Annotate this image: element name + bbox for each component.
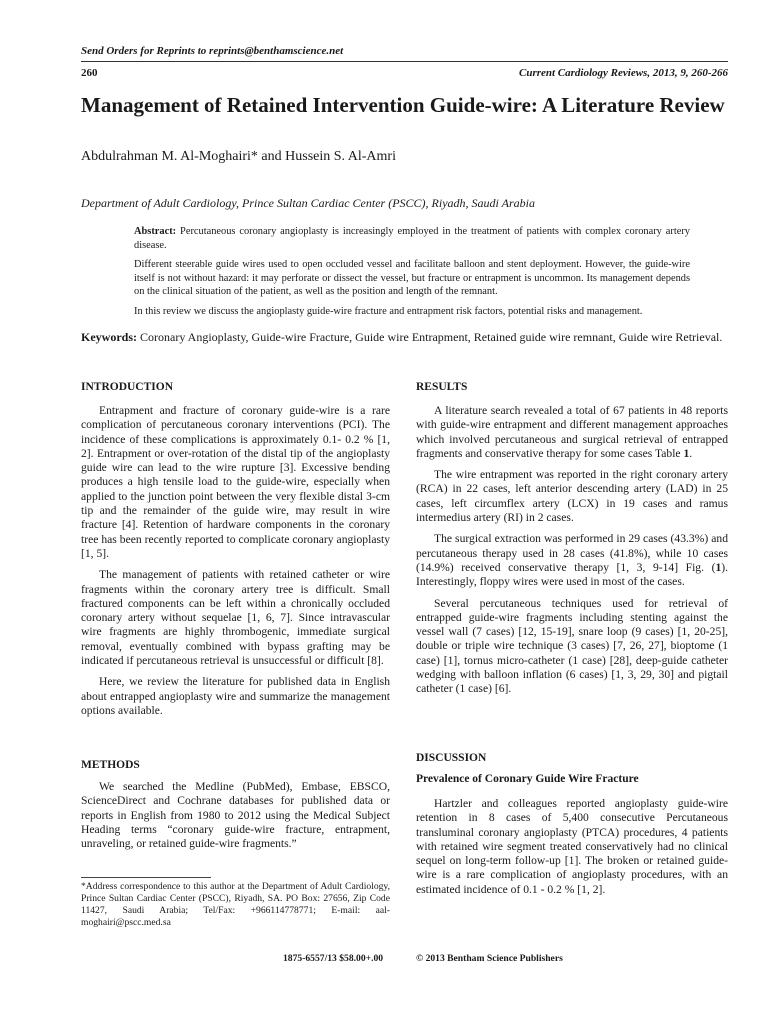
discussion-paragraph-1: Hartzler and colleagues reported angioplasty guide-wire retention in 8 cases of 5,400 consecutive Percutaneous transluminal coronary angioplasty (PTCA) procedures, 4 patients with retained wire segment treated conservatively had no clinical sequel on long-term follow-up [1]. The broken or retained guide-wire is a rare complication of angioplasty procedures, with an estimated incidence of 0.1 - 0.2 % [1, 2].: [416, 797, 728, 896]
introduction-paragraph-1: Entrapment and fracture of coronary guide-wire is a rare complication of percutaneous coronary interventions (PCI). The incidence of these complications is approximately 0.1- 0.2 % [1, 2]. Entrapment or over-rotation of the distal tip of the angioplasty guide wire can lead to the wire rupture [3]. Excessive bending produces a high tensile load to the guide-wire, especially when applied to the junction point between the very flexible distal 3-cm tip and the remainder of the guide wire, may result in wire fracture [4]. Retention of hardware components in the coronary tree has been recently reported to complicate coronary angioplasty [1, 5].: [81, 404, 390, 560]
abstract: [134, 225, 690, 324]
results-paragraph-1: [416, 404, 728, 461]
keywords-text: Coronary Angioplasty, Guide-wire Fracture, Guide wire Entrapment, Retained guide wire remnant, Guide wire Retrieval.: [140, 330, 723, 344]
discussion-heading: DISCUSSION: [416, 752, 487, 764]
introduction-paragraph-2: The management of patients with retained catheter or wire fragments within the coronary artery tree is difficult. Small fractured components can be left within a chronically occluded coronary artery without sequelae [1, 6, 7]. Since intravascular wire fragments are highly thrombogenic, immediate surgical removal, eventually combined with bypass grafting may be indicated if percutaneous retrieval is unsuccessful or difficult [8].: [81, 568, 390, 668]
results-body: [416, 404, 728, 704]
issn-price: 1875-6557/13 $58.00+.00: [283, 953, 384, 964]
correspondence-footnote: *Address correspondence to this author at the Department of Adult Cardiology, Prince Sultan Cardiac Center (PSCC), Riyadh, SA. PO Box: 27656, Zip Code 11427, Saudi Arabia; Tel/Fax: +966114778771; E-mail: aal-moghairi@pscc.med.sa: [81, 881, 390, 928]
introduction-paragraph-3: Here, we review the literature for published data in English about entrapped angioplasty wire and summarize the management options available.: [81, 675, 390, 717]
reprint-notice: Send Orders for Reprints to reprints@benthamscience.net: [81, 45, 344, 57]
abstract-text-1: Percutaneous coronary angioplasty is increasingly employed in the treatment of patients with complex coronary artery disease.: [134, 226, 690, 251]
results-heading: RESULTS: [416, 381, 468, 393]
results-paragraph-2: The wire entrapment was reported in the right coronary artery (RCA) in 22 cases, left anterior descending artery (LAD) in 25 cases, left circumflex artery (LCX) in 19 cases and ramus intermedius artery (RI) in 2 cases.: [416, 468, 728, 525]
results-paragraph-3: [416, 532, 728, 589]
discussion-body: [416, 797, 728, 904]
results-text-3b: ). Interestingly, floppy wires were used in most of the cases.: [416, 560, 728, 589]
table-reference: 1: [683, 446, 690, 460]
prevalence-subheading: Prevalence of Coronary Guide Wire Fracture: [416, 773, 639, 785]
results-text-3a: The surgical extraction was performed in 29 cases (43.3%) and percutaneous therapy used in 28 cases (41.8%), while 10 cases (14.9%) received conservative therapy [1, 3, 9-14] Fig. (: [416, 532, 728, 574]
results-text-1a: A literature search revealed a total of 67 patients in 48 reports with guide-wire entrapment and different management approaches which involved percutaneous and surgical retrieval of entrapped fragments and conservative therapy for some cases Table: [416, 404, 728, 460]
figure-reference: 1: [715, 560, 722, 574]
keywords: [81, 330, 728, 344]
abstract-paragraph-3: In this review we discuss the angioplasty guide-wire fracture and entrapment risk factors, potential risks and management.: [134, 305, 643, 317]
abstract-paragraph-1: [134, 225, 690, 252]
page-number: 260: [81, 67, 98, 79]
methods-paragraph-1: We searched the Medline (PubMed), Embase, EBSCO, ScienceDirect and Cochrane databases for published data or reports in English from 1980 to 2012 using the Medical Subject Heading terms “coronary guide-wire fracture, entrapment, unraveling, or retained guide-wire fragments.”: [81, 780, 390, 851]
journal-citation: Current Cardiology Reviews, 2013, 9, 260-266: [518, 67, 728, 79]
methods-heading: METHODS: [81, 759, 140, 771]
header-divider: [81, 61, 728, 62]
abstract-paragraph-2: Different steerable guide wires used to open occluded vessel and facilitate balloon and stent deployment. However, the guide-wire itself is not without hazard: it may perforate or dissect the vessel, but fracture or entrapment is uncommon. Its management depends on the clinical situation of the patient, as well as the position and length of the remnant.: [134, 259, 690, 297]
methods-body: [81, 780, 390, 858]
footnote-divider: [81, 877, 211, 878]
results-paragraph-4: Several percutaneous techniques used for retrieval of entrapped guide-wire fragments including stenting against the vessel wall (7 cases) [12, 15-19], snare loop (9 cases) [1, 20-25], double or triple wire technique (3 cases) [7, 26, 27], bioptome (1 case) [1], tornus micro-catheter (1 case) [28], deep-guide catheter wedging with balloon inflation (6 cases) [1, 3, 29, 30] and pigtail catheter (1 case) [6].: [416, 596, 728, 696]
introduction-heading: INTRODUCTION: [81, 381, 174, 393]
introduction-body: [81, 404, 390, 725]
publisher-copyright: © 2013 Bentham Science Publishers: [416, 953, 563, 964]
results-text-1b: .: [689, 446, 693, 460]
article-title: Management of Retained Intervention Guide-wire: A Literature Review: [81, 93, 725, 117]
keywords-label: Keywords:: [81, 330, 137, 344]
author-affiliation: Department of Adult Cardiology, Prince Sultan Cardiac Center (PSCC), Riyadh, Saudi Arabia: [81, 196, 535, 210]
article-authors: Abdulrahman M. Al-Moghairi* and Hussein S. Al-Amri: [81, 149, 396, 164]
abstract-label: Abstract:: [134, 226, 177, 237]
